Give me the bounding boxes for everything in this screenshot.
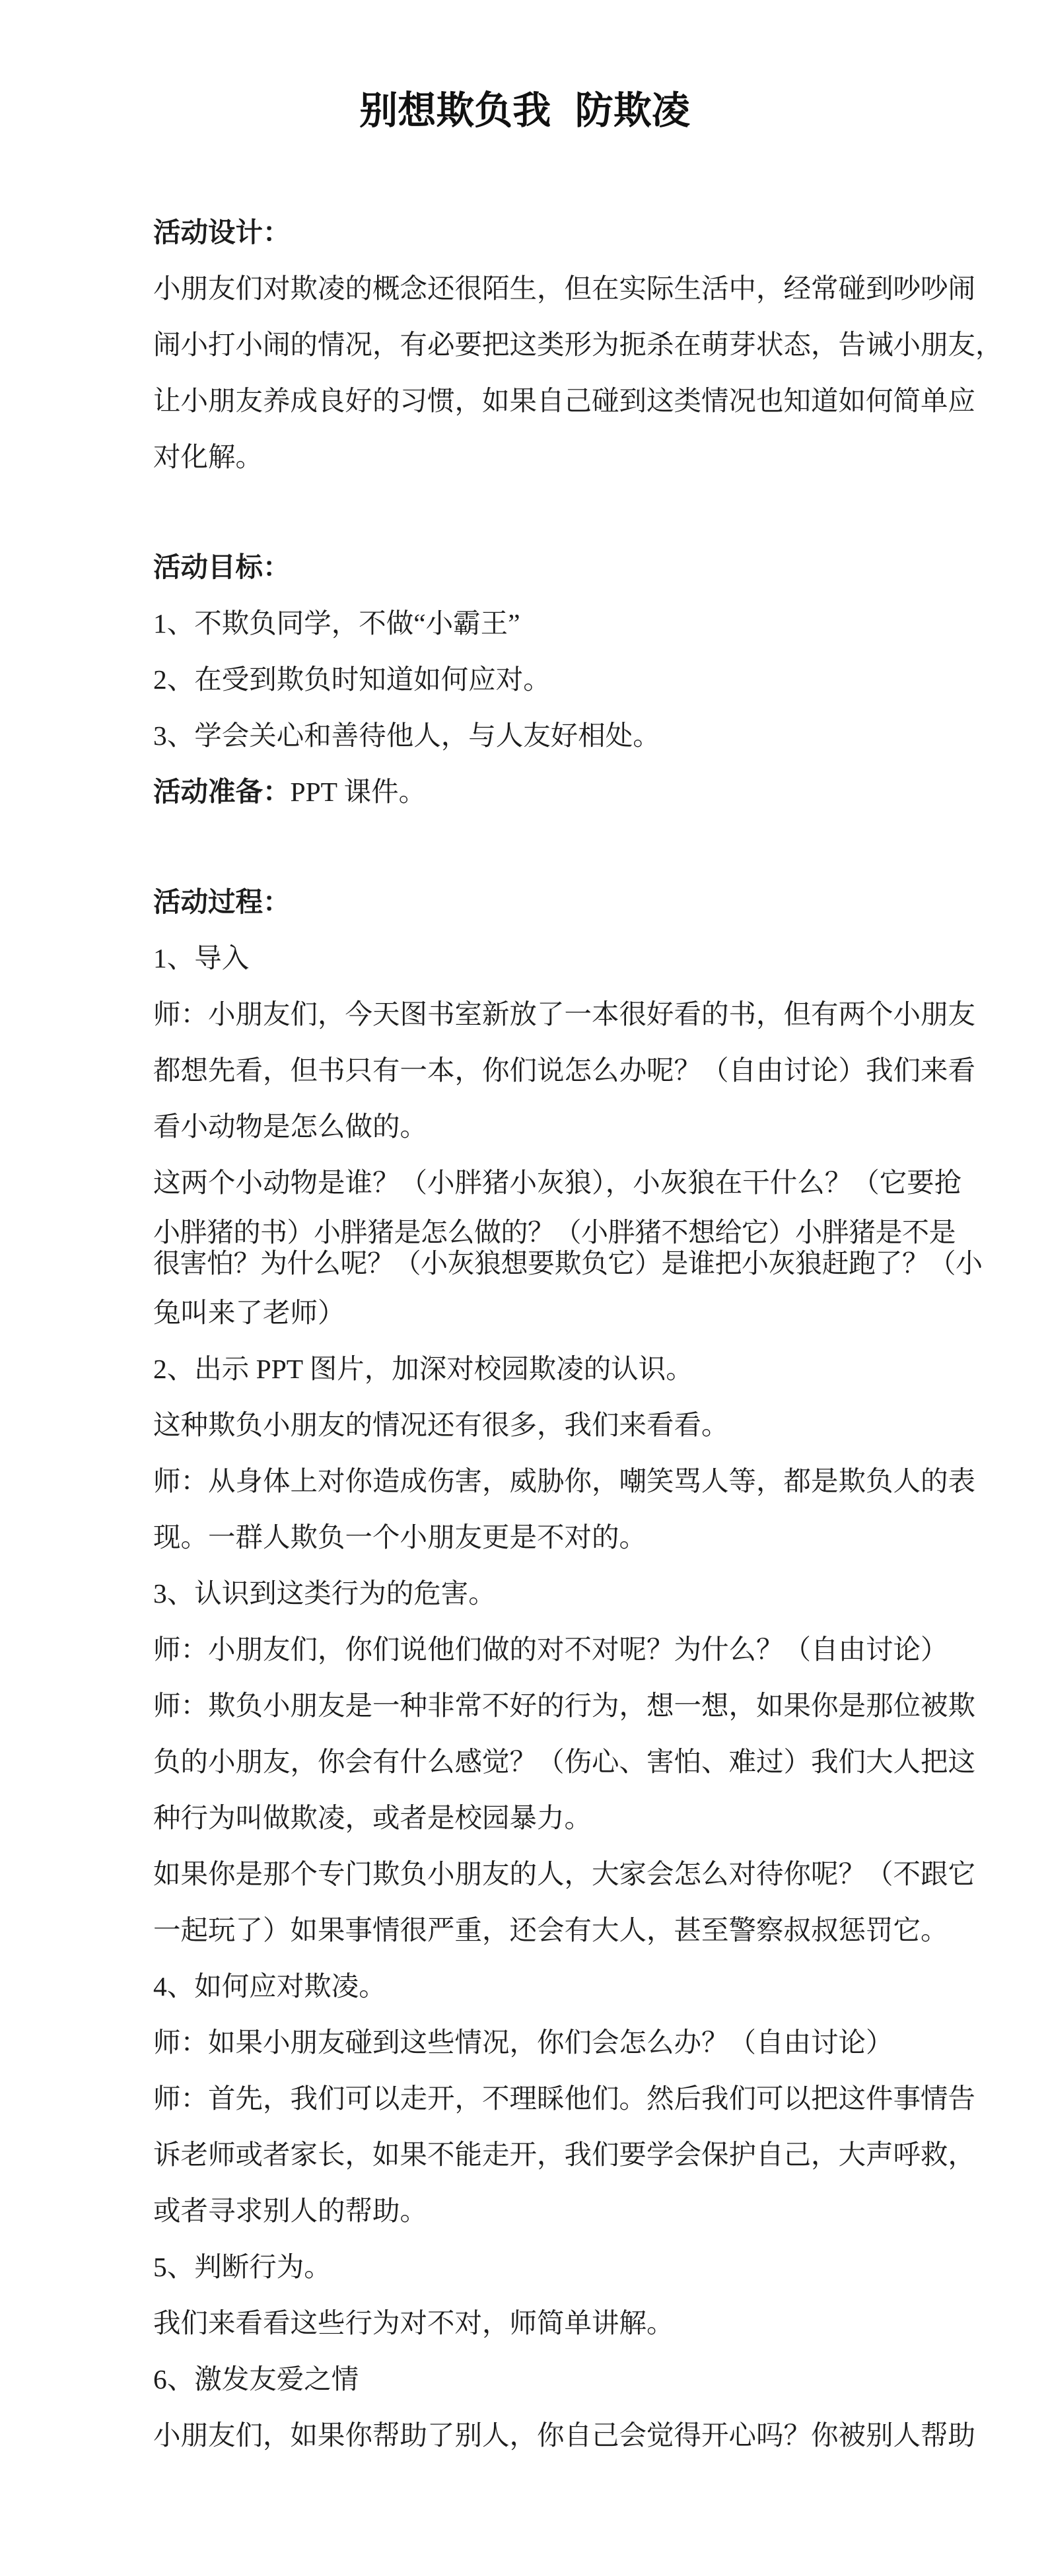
section-label-line [153, 764, 896, 820]
text-line: 师：小朋友们，你们说他们做的对不对呢？为什么？（自由讨论） [153, 1634, 948, 1665]
text-line: 师：从身体上对你造成伤害，威胁你，嘲笑骂人等，都是欺负人的表 [153, 1466, 976, 1496]
text-line: 6、激发友爱之情 [153, 2364, 359, 2394]
text-line: 师：小朋友们，今天图书室新放了一本很好看的书，但有两个小朋友 [153, 999, 976, 1029]
text-line: 小胖猪的书）小胖猪是怎么做的？（小胖猪不想给它）小胖猪是不是 [153, 1217, 956, 1247]
text-line: 4、如何应对欺凌。 [153, 1971, 386, 2002]
text-line: 都想先看，但书只有一本，你们说怎么办呢？（自由讨论）我们来看 [153, 1055, 976, 1086]
text-line: 小朋友们对欺凌的概念还很陌生，但在实际生活中，经常碰到吵吵闹 [153, 273, 976, 304]
text-line: 我们来看看这些行为对不对，师简单讲解。 [153, 2308, 674, 2338]
text-line: 1、导入 [153, 943, 250, 973]
text-line: 负的小朋友，你会有什么感觉？（伤心、害怕、难过）我们大人把这 [153, 1747, 976, 1777]
text-line: 3、认识到这类行为的危害。 [153, 1578, 496, 1609]
text-line: 3、学会关心和善待他人，与人友好相处。 [153, 720, 660, 751]
text-line: 很害怕？为什么呢？（小灰狼想要欺负它）是谁把小灰狼赶跑了？（小 [153, 1248, 983, 1278]
section-label: 活动准备： [153, 777, 291, 807]
text-line: 师：首先，我们可以走开，不理睬他们。然后我们可以把这件事情告 [153, 2083, 976, 2114]
text-line: 如果你是那个专门欺负小朋友的人，大家会怎么对待你呢？（不跟它 [153, 1859, 976, 1889]
text-line: 5、判断行为。 [153, 2252, 332, 2282]
section-heading: 活动目标： [153, 552, 291, 582]
label-line-text: PPT 课件。 [290, 777, 427, 807]
section-heading: 活动过程： [153, 887, 291, 917]
section-heading: 活动设计： [153, 217, 291, 248]
document-body [153, 205, 1003, 2464]
text-line: 一起玩了）如果事情很严重，还会有大人，甚至警察叔叔惩罚它。 [153, 1915, 948, 1945]
text-line: 现。一群人欺负一个小朋友更是不对的。 [153, 1522, 647, 1552]
text-line: 小朋友们，如果你帮助了别人，你自己会觉得开心吗？你被别人帮助 [153, 2420, 976, 2451]
text-line: 兔叫来了老师） [153, 1298, 345, 1328]
text-line: 这种欺负小朋友的情况还有很多，我们来看看。 [153, 1410, 729, 1440]
text-line: 师：如果小朋友碰到这些情况，你们会怎么办？（自由讨论） [153, 2027, 893, 2058]
text-line: 让小朋友养成良好的习惯，如果自己碰到这类情况也知道如何简单应 [153, 386, 976, 416]
text-line: 2、出示 PPT 图片，加深对校园欺凌的认识。 [153, 1354, 693, 1384]
text-line: 种行为叫做欺凌，或者是校园暴力。 [153, 1803, 592, 1833]
document-title: 别想欺负我 防欺凌 [359, 89, 690, 132]
text-line: 对化解。 [153, 442, 263, 472]
text-line: 这两个小动物是谁？（小胖猪小灰狼），小灰狼在干什么？（它要抢 [153, 1167, 962, 1198]
text-line: 2、在受到欺负时知道如何应对。 [153, 664, 551, 695]
text-line: 1、不欺负同学，不做“小霸王” [153, 608, 520, 639]
text-line: 看小动物是怎么做的。 [153, 1111, 428, 1142]
text-line: 诉老师或者家长，如果不能走开，我们要学会保护自己，大声呼救， [153, 2140, 976, 2170]
text-line: 或者寻求别人的帮助。 [153, 2196, 428, 2226]
text-line: 闹小打小闹的情况，有必要把这类形为扼杀在萌芽状态，告诫小朋友， [153, 330, 1003, 360]
text-line: 师：欺负小朋友是一种非常不好的行为，想一想，如果你是那位被欺 [153, 1690, 976, 1721]
